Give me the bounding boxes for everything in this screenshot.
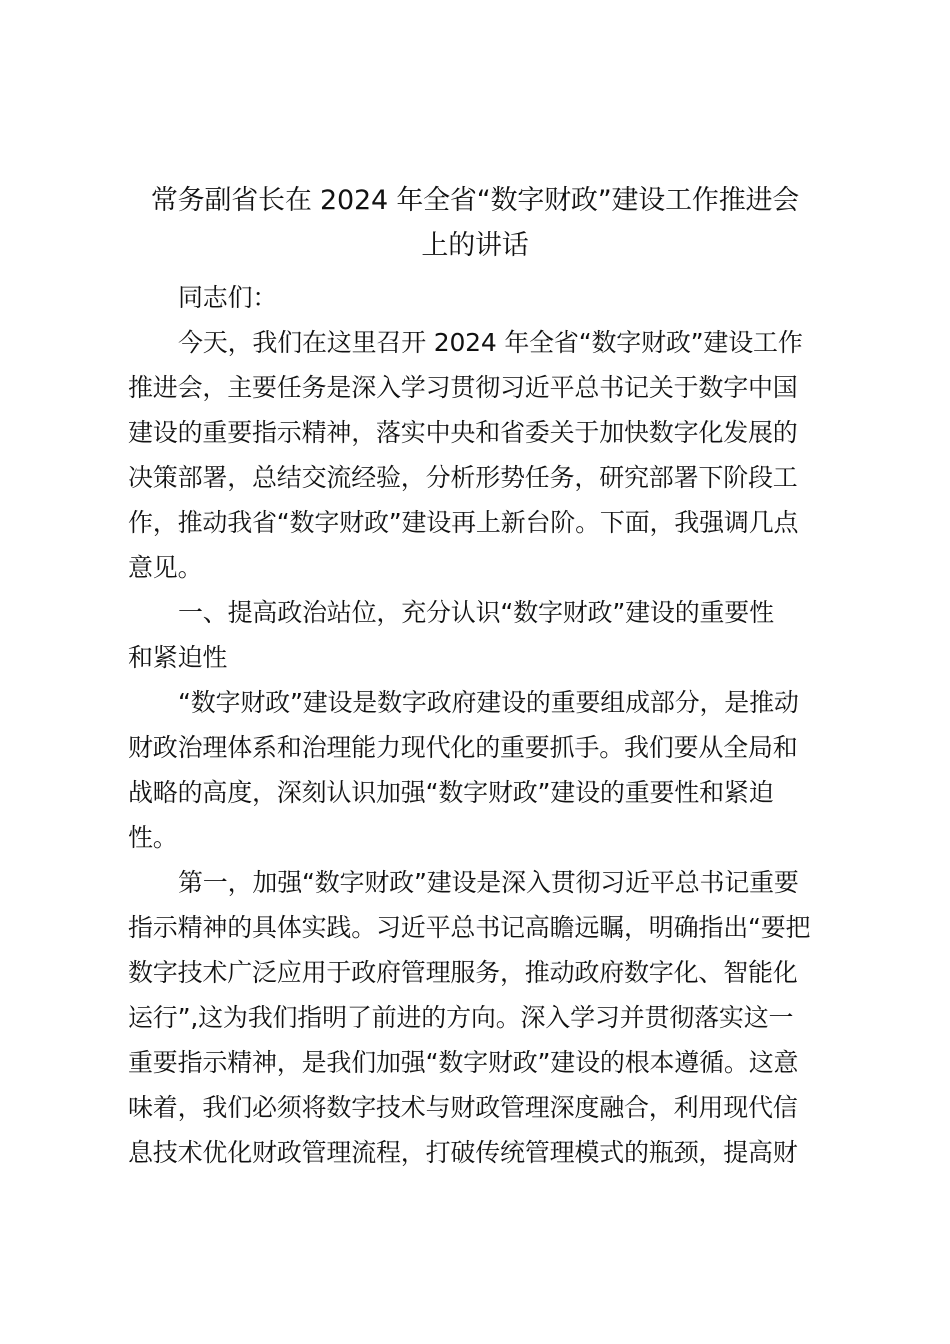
paragraph-line: 推进会，主要任务是深入学习贯彻习近平总书记关于数字中国 xyxy=(128,373,798,402)
document-body xyxy=(128,275,833,1175)
paragraph-line: 运行”,这为我们指明了前进的方向。深入学习并贯彻落实这一 xyxy=(128,1003,794,1032)
title-line: 上的讲话 xyxy=(421,230,529,261)
section-heading-line: 一、提高政治站位，充分认识“数字财政”建设的重要性 xyxy=(178,598,774,627)
paragraph-line: 味着，我们必须将数字技术与财政管理深度融合，利用现代信 xyxy=(128,1093,798,1122)
paragraph-line: 今天，我们在这里召开 2024 年全省“数字财政”建设工作 xyxy=(178,328,803,357)
paragraph-line: 决策部署，总结交流经验，分析形势任务，研究部署下阶段工 xyxy=(128,463,798,492)
paragraph-line: 指示精神的具体实践。习近平总书记高瞻远瞩，明确指出“要把 xyxy=(128,913,811,942)
document-title xyxy=(110,178,840,268)
paragraph-line: 息技术优化财政管理流程，打破传统管理模式的瓶颈，提高财 xyxy=(128,1138,798,1167)
paragraph-line: “数字财政”建设是数字政府建设的重要组成部分，是推动 xyxy=(178,688,799,717)
paragraph-line: 重要指示精神，是我们加强“数字财政”建设的根本遵循。这意 xyxy=(128,1048,799,1077)
title-line: 常务副省长在 2024 年全省“数字财政”建设工作推进会 xyxy=(150,185,800,216)
salutation: 同志们： xyxy=(178,283,278,312)
paragraph-line: 作，推动我省“数字财政”建设再上新台阶。下面，我强调几点 xyxy=(128,508,799,537)
paragraph-line: 财政治理体系和治理能力现代化的重要抓手。我们要从全局和 xyxy=(128,733,798,762)
paragraph-line: 战略的高度，深刻认识加强“数字财政”建设的重要性和紧迫 xyxy=(128,778,774,807)
paragraph-line: 性。 xyxy=(128,823,178,852)
section-heading-line: 和紧迫性 xyxy=(128,643,228,672)
paragraph-line: 数字技术广泛应用于政府管理服务，推动政府数字化、智能化 xyxy=(128,958,798,987)
paragraph-line: 第一，加强“数字财政”建设是深入贯彻习近平总书记重要 xyxy=(178,868,799,897)
paragraph-line: 建设的重要指示精神，落实中央和省委关于加快数字化发展的 xyxy=(128,418,798,447)
paragraph-line: 意见。 xyxy=(128,553,203,582)
